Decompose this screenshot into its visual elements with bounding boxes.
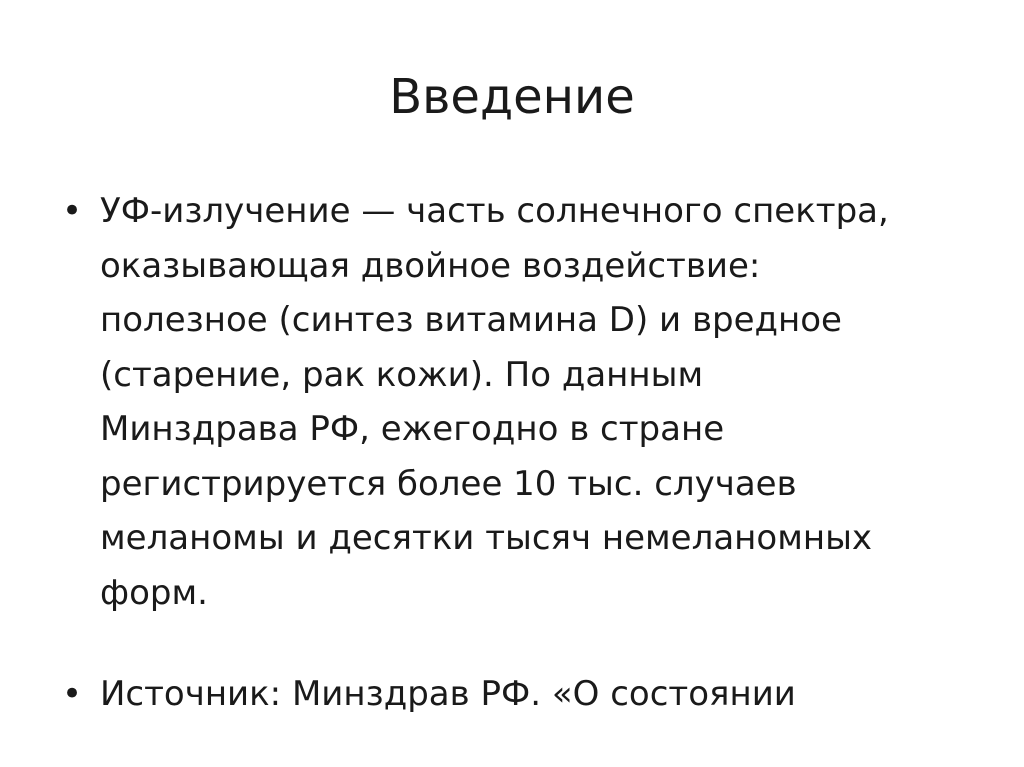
bullet-list — [62, 184, 962, 722]
bullet-item-intro — [62, 184, 962, 620]
bullet-line: Минздрава РФ, ежегодно в стране — [100, 409, 725, 449]
slide-title: Введение — [389, 69, 635, 125]
bullet-line: регистрируется более 10 тыс. случаев — [100, 463, 797, 504]
bullet-line: (старение, рак кожи). По данным — [100, 354, 704, 395]
bullet-line: форм. — [100, 572, 208, 613]
bullet-item-source — [62, 667, 962, 722]
bullet-line: УФ-излучение — часть солнечного спектра, — [100, 191, 889, 231]
bullet-line: Источник: Минздрав РФ. «О состоянии — [100, 674, 796, 714]
bullet-marker-icon: • — [62, 674, 83, 714]
bullet-line: оказывающая двойное воздействие: — [100, 245, 761, 286]
bullet-line: полезное (синтез витамина D) и вредное — [100, 300, 842, 340]
bullet-line: меланомы и десятки тысяч немеланомных — [100, 518, 873, 558]
bullet-marker-icon: • — [62, 191, 83, 231]
bullet-text — [100, 667, 962, 722]
bullet-text — [100, 184, 962, 620]
